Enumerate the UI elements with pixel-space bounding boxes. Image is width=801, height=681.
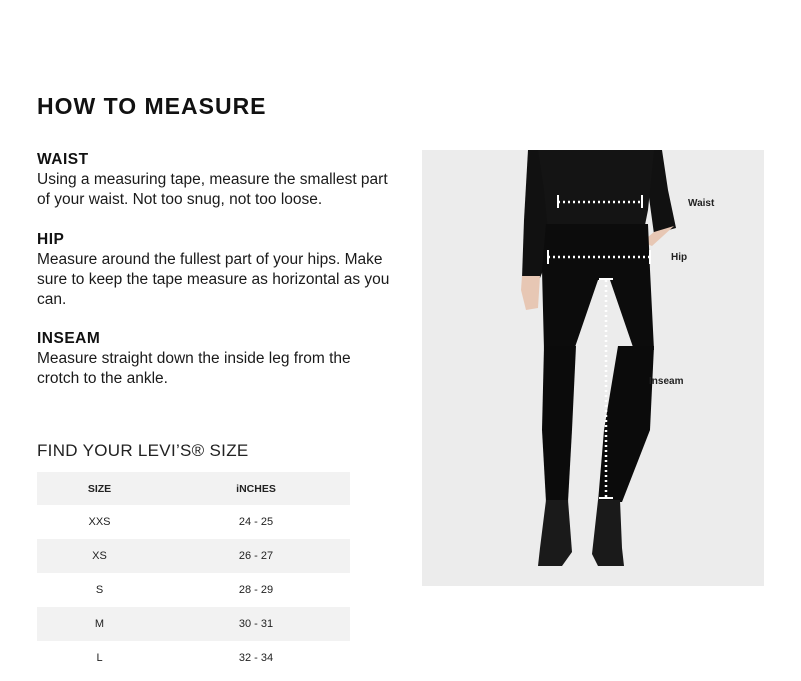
- hip-instructions: Measure around the fullest part of your hips. Make sure to keep the tape measure as horizontal as you can.: [37, 251, 390, 308]
- table-row: [37, 539, 350, 573]
- table-header-row: [37, 472, 350, 505]
- table-row: [37, 505, 350, 539]
- table-row: [37, 573, 350, 607]
- inseam-instructions: Measure straight down the inside leg from the crotch to the ankle.: [37, 350, 351, 387]
- inches-cell: 28 - 29: [238, 584, 274, 596]
- page-title: HOW TO MEASURE: [37, 93, 267, 119]
- inseam-heading: INSEAM: [37, 330, 101, 347]
- size-table: [37, 472, 350, 675]
- model-illustration: [422, 150, 764, 586]
- hip-section: [37, 230, 397, 310]
- size-cell: M: [37, 607, 162, 641]
- table-row: [37, 641, 350, 675]
- waist-section: [37, 150, 397, 210]
- hip-label: Hip: [671, 252, 688, 263]
- size-column-header: SIZE: [37, 472, 162, 505]
- inseam-section: [37, 329, 397, 389]
- waist-instructions: Using a measuring tape, measure the smallest part of your waist. Not too snug, not too loose.: [37, 171, 388, 208]
- inches-cell: 32 - 34: [238, 652, 274, 664]
- waist-label: Waist: [688, 198, 715, 209]
- waist-heading: WAIST: [37, 151, 89, 168]
- measurement-figure: [422, 150, 764, 586]
- inches-cell: 26 - 27: [162, 539, 350, 573]
- inches-cell: 24 - 25: [238, 516, 274, 528]
- size-cell: S: [95, 584, 104, 596]
- table-row: [37, 607, 350, 641]
- inches-cell: 30 - 31: [162, 607, 350, 641]
- size-guide-title: FIND YOUR LEVI’S® SIZE: [37, 441, 249, 460]
- size-cell: L: [96, 652, 103, 664]
- size-cell: XXS: [88, 516, 111, 528]
- inseam-label: Inseam: [649, 376, 684, 387]
- hip-heading: HIP: [37, 231, 65, 248]
- inches-column-header: iNCHES: [162, 472, 350, 505]
- size-cell: XS: [37, 539, 162, 573]
